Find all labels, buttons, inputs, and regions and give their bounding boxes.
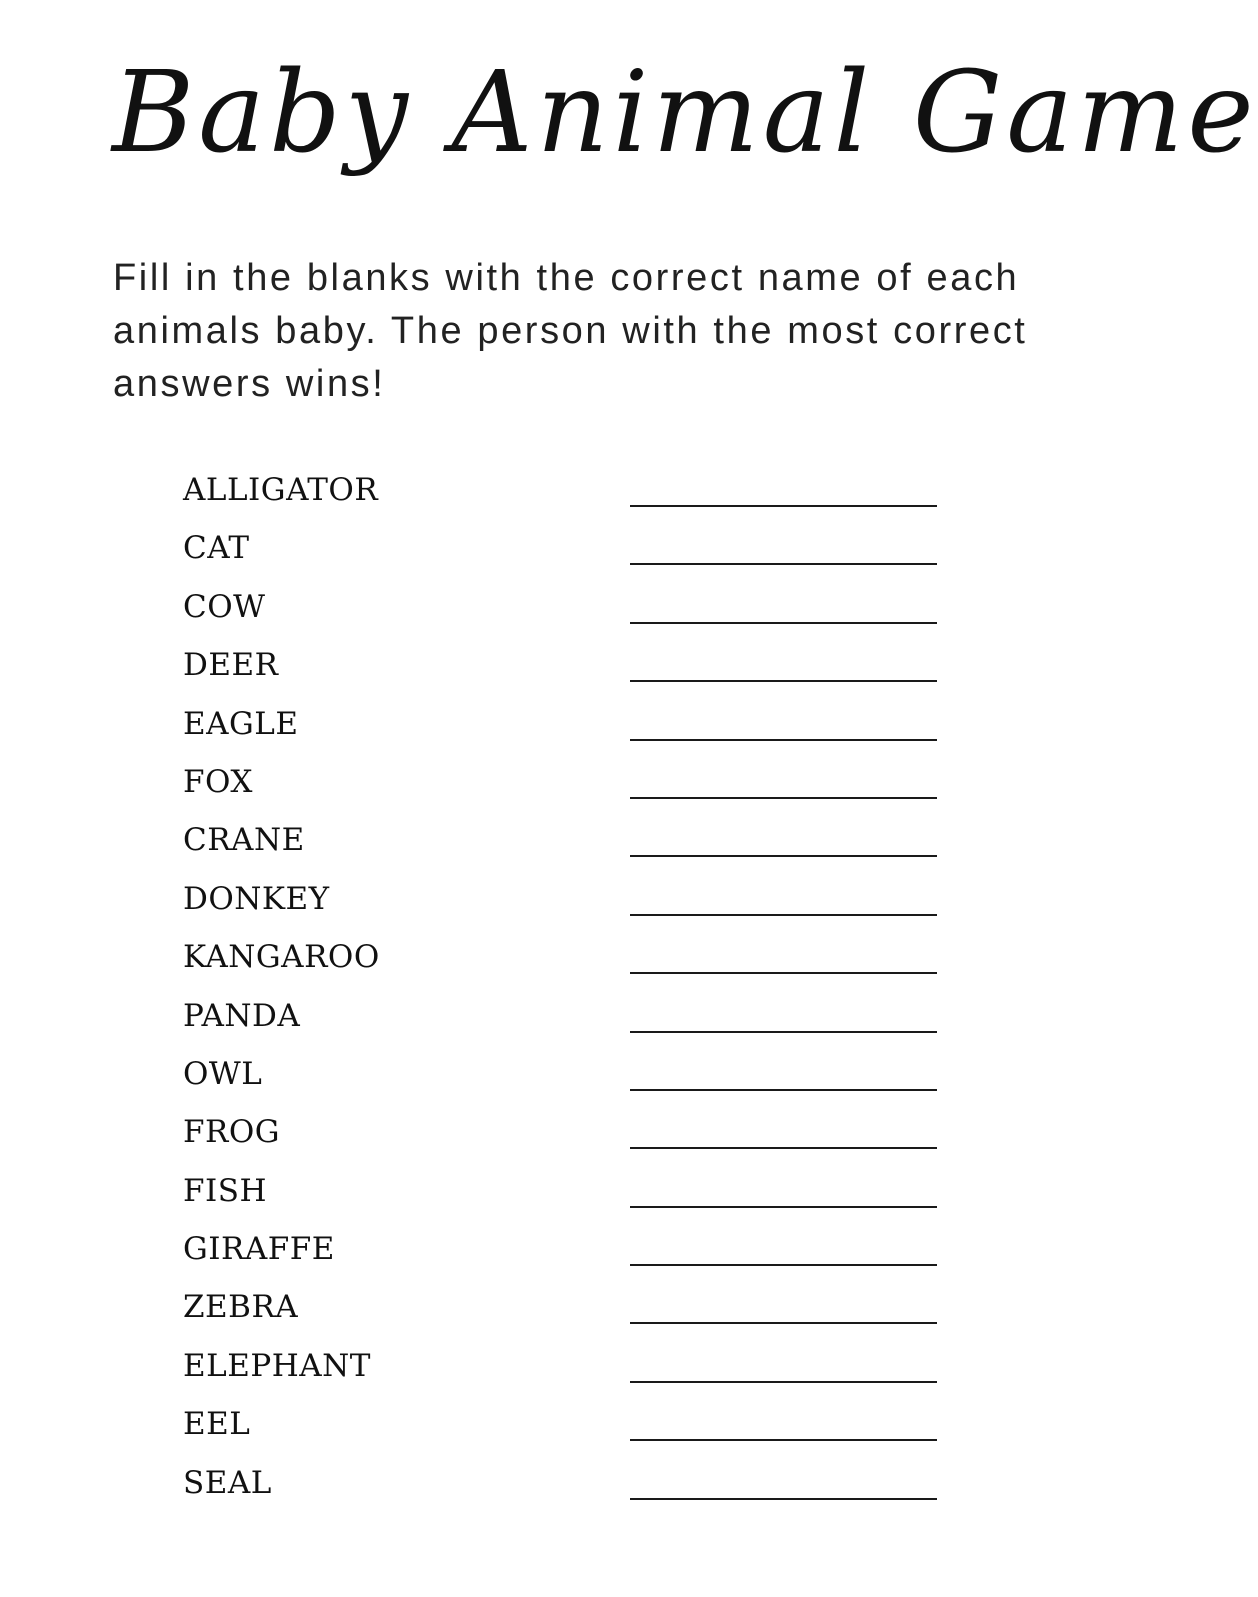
- answer-blank: [630, 622, 937, 624]
- animal-name: COW: [183, 588, 266, 625]
- animal-name: FISH: [183, 1172, 268, 1209]
- animal-name: CAT: [183, 530, 250, 567]
- answer-blank: [630, 1147, 937, 1149]
- list-item: [0, 696, 1140, 754]
- answer-blank: [630, 797, 937, 799]
- page-title: Baby Animal Game: [112, 48, 1258, 178]
- list-item: [0, 520, 1140, 578]
- answer-blank: [630, 1439, 937, 1441]
- list-item: [0, 1455, 1140, 1513]
- answer-blank: [630, 505, 937, 507]
- animal-name: ELEPHANT: [183, 1347, 371, 1384]
- answer-blank: [630, 1264, 937, 1266]
- answer-blank: [630, 1381, 937, 1383]
- list-item: [0, 929, 1140, 987]
- list-item: [0, 988, 1140, 1046]
- list-item: [0, 579, 1140, 637]
- animal-name: DONKEY: [183, 880, 330, 917]
- animal-name: FROG: [183, 1114, 281, 1151]
- list-item: [0, 637, 1140, 695]
- list-item: [0, 1104, 1140, 1162]
- answer-blank: [630, 1498, 937, 1500]
- animal-name: PANDA: [183, 997, 301, 1034]
- animal-name: CRANE: [183, 822, 305, 859]
- answer-blank: [630, 972, 937, 974]
- answer-blank: [630, 1322, 937, 1324]
- answer-blank: [630, 680, 937, 682]
- answer-blank: [630, 855, 937, 857]
- list-item: [0, 1221, 1140, 1279]
- animal-name: KANGAROO: [183, 939, 380, 976]
- list-item: [0, 1338, 1140, 1396]
- answer-blank: [630, 1089, 937, 1091]
- list-item: [0, 462, 1140, 520]
- list-item: [0, 871, 1140, 929]
- answer-blank: [630, 563, 937, 565]
- list-item: [0, 812, 1140, 870]
- list-item: [0, 1046, 1140, 1104]
- animal-name: SEAL: [183, 1464, 272, 1501]
- list-item: [0, 1163, 1140, 1221]
- instructions-text: Fill in the blanks with the correct name of each animals baby. The person with the most correct answers wins!: [113, 257, 1028, 405]
- animal-name: EAGLE: [183, 705, 299, 742]
- animal-name: OWL: [183, 1055, 263, 1092]
- animal-name: ZEBRA: [183, 1289, 299, 1326]
- animal-name: DEER: [183, 647, 279, 684]
- animal-name: GIRAFFE: [183, 1231, 335, 1268]
- animal-list: [0, 462, 1140, 1513]
- answer-blank: [630, 739, 937, 741]
- answer-blank: [630, 1206, 937, 1208]
- animal-name: EEL: [183, 1406, 251, 1443]
- answer-blank: [630, 1031, 937, 1033]
- answer-blank: [630, 914, 937, 916]
- animal-name: ALLIGATOR: [183, 472, 379, 508]
- list-item: [0, 1396, 1140, 1454]
- list-item: [0, 1279, 1140, 1337]
- animal-name: FOX: [183, 763, 253, 800]
- list-item: [0, 754, 1140, 812]
